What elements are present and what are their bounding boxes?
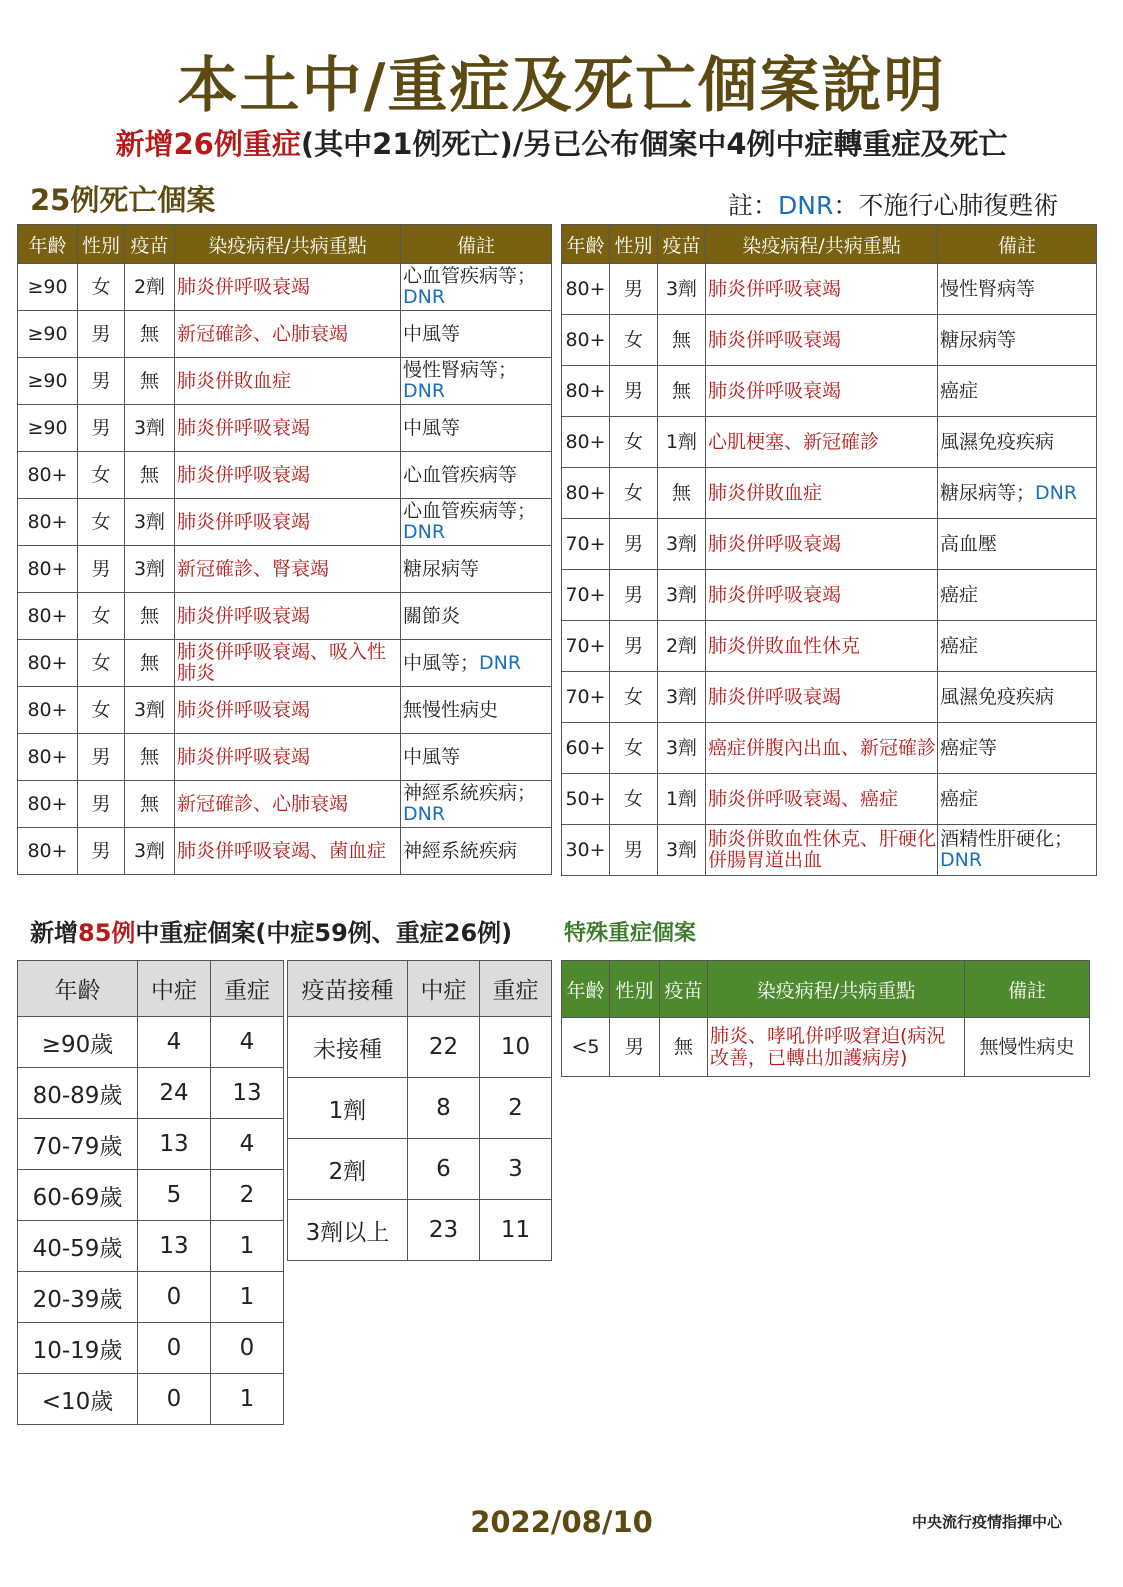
course-cell: 肺炎併呼吸衰竭: [706, 672, 938, 723]
age-cell: <5: [562, 1018, 610, 1077]
age-cell: 80+: [562, 264, 610, 315]
column-header: 中症: [138, 961, 211, 1017]
remark-text: 酒精性肝硬化；: [940, 828, 1074, 850]
age-cell: 70+: [562, 519, 610, 570]
dnr-marker: DNR: [403, 380, 446, 402]
age-row: [18, 1374, 284, 1425]
dnr-marker: DNR: [479, 651, 522, 674]
column-header: 疫苗: [660, 961, 708, 1018]
group-cell: 20-39歲: [18, 1272, 138, 1323]
remark-text: 癌症: [940, 634, 979, 657]
remark-cell: [938, 570, 1097, 621]
moderate-count-cell: 24: [138, 1068, 211, 1119]
severe-count-cell: 1: [211, 1272, 284, 1323]
severe-count-cell: 11: [480, 1200, 552, 1261]
dnr-marker: DNR: [403, 521, 446, 543]
death-case-row: [562, 417, 1097, 468]
remark-cell: [938, 468, 1097, 519]
dnr-marker: DNR: [1035, 481, 1078, 504]
age-cell: ≥90: [18, 405, 78, 452]
remark-cell: [938, 672, 1097, 723]
course-cell: 肺炎、哮吼併呼吸窘迫(病況改善，已轉出加護病房): [708, 1018, 965, 1077]
remark-cell: [938, 519, 1097, 570]
column-header: 染疫病程/共病重點: [706, 225, 938, 264]
remark-cell: [401, 734, 552, 781]
remark-cell: [401, 499, 552, 546]
remark-cell: [401, 452, 552, 499]
age-cell: 70+: [562, 672, 610, 723]
vaccine-cell: 2劑: [125, 264, 175, 311]
course-cell: 肺炎併呼吸衰竭: [706, 366, 938, 417]
group-cell: 2劑: [288, 1139, 408, 1200]
age-summary-table: [17, 960, 284, 1425]
dnr-marker: DNR: [940, 849, 983, 871]
moderate-count-cell: 0: [138, 1323, 211, 1374]
column-header: 年齡: [562, 961, 610, 1018]
course-cell: 肺炎併呼吸衰竭: [175, 452, 401, 499]
remark-text: 癌症: [940, 583, 979, 606]
remark-text: 癌症等: [940, 736, 998, 759]
vaccine-cell: 無: [658, 366, 706, 417]
vaccine-cell: 無: [125, 640, 175, 687]
vaccine-row: [288, 1017, 552, 1078]
course-cell: 肺炎併呼吸衰竭: [706, 519, 938, 570]
age-cell: 60+: [562, 723, 610, 774]
course-cell: 新冠確診、心肺衰竭: [175, 311, 401, 358]
course-cell: 肺炎併呼吸衰竭: [706, 570, 938, 621]
remark-cell: [938, 417, 1097, 468]
age-cell: 80+: [18, 546, 78, 593]
age-cell: 80+: [18, 781, 78, 828]
remark-cell: [401, 405, 552, 452]
column-header: 重症: [211, 961, 284, 1017]
course-cell: 肺炎併敗血性休克: [706, 621, 938, 672]
course-cell: 肺炎併敗血性休克、肝硬化併腸胃道出血: [706, 825, 938, 876]
sex-cell: 女: [78, 499, 125, 546]
column-header: 性別: [78, 225, 125, 264]
age-row: [18, 1017, 284, 1068]
sex-cell: 男: [610, 570, 658, 621]
sex-cell: 男: [78, 828, 125, 875]
group-cell: 3劑以上: [288, 1200, 408, 1261]
remark-text: 癌症: [940, 787, 979, 810]
age-cell: 80+: [18, 593, 78, 640]
vaccine-row: [288, 1078, 552, 1139]
sex-cell: 男: [610, 825, 658, 876]
age-cell: 80+: [18, 452, 78, 499]
column-header: 中症: [408, 961, 480, 1017]
course-cell: 肺炎併敗血症: [706, 468, 938, 519]
age-cell: 80+: [18, 687, 78, 734]
sex-cell: 女: [610, 468, 658, 519]
sex-cell: 女: [610, 417, 658, 468]
death-case-row: [562, 774, 1097, 825]
group-cell: ≥90歲: [18, 1017, 138, 1068]
remark-cell: [401, 546, 552, 593]
severe-count-cell: 4: [211, 1017, 284, 1068]
vaccine-cell: 3劑: [125, 499, 175, 546]
remark-cell: 無慢性病史: [965, 1018, 1090, 1077]
vaccine-cell: 2劑: [658, 621, 706, 672]
special-case-table: [561, 960, 1090, 1077]
deaths-heading: 25例死亡個案: [30, 183, 216, 217]
vaccine-cell: 1劑: [658, 774, 706, 825]
age-row: [18, 1170, 284, 1221]
vaccine-cell: 3劑: [658, 570, 706, 621]
course-cell: 肺炎併呼吸衰竭: [706, 315, 938, 366]
sex-cell: 女: [610, 315, 658, 366]
note-text: ：不施行心肺復甦術: [833, 191, 1059, 220]
remark-cell: [401, 781, 552, 828]
age-row: [18, 1119, 284, 1170]
death-case-row: [562, 468, 1097, 519]
vaccine-cell: 無: [125, 311, 175, 358]
deaths-table-right: [561, 224, 1097, 876]
course-cell: 肺炎併呼吸衰竭、癌症: [706, 774, 938, 825]
moderate-count-cell: 6: [408, 1139, 480, 1200]
note-dnr: DNR: [778, 191, 834, 220]
sex-cell: 男: [610, 519, 658, 570]
group-cell: 10-19歲: [18, 1323, 138, 1374]
death-case-row: [562, 570, 1097, 621]
sex-cell: 男: [78, 405, 125, 452]
special-case-row: [562, 1018, 1090, 1077]
subtitle-text: (其中21例死亡)/另已公布個案中4例中症轉重症及死亡: [300, 127, 1008, 161]
course-cell: 肺炎併呼吸衰竭: [175, 499, 401, 546]
death-case-row: [18, 734, 552, 781]
severe-count-cell: 3: [480, 1139, 552, 1200]
course-cell: 癌症併腹內出血、新冠確診: [706, 723, 938, 774]
column-header: 疫苗: [658, 225, 706, 264]
remark-text: 神經系統疾病；: [403, 782, 537, 804]
remark-text: 中風等: [403, 322, 461, 345]
vaccine-cell: 3劑: [658, 264, 706, 315]
vaccine-cell: 3劑: [658, 672, 706, 723]
age-cell: 80+: [18, 828, 78, 875]
death-case-row: [18, 546, 552, 593]
age-row: [18, 1272, 284, 1323]
sex-cell: 男: [78, 311, 125, 358]
vaccine-row: [288, 1139, 552, 1200]
remark-text: 糖尿病等；: [940, 481, 1036, 504]
sex-cell: 女: [78, 593, 125, 640]
sex-cell: 男: [610, 264, 658, 315]
dnr-note: [728, 186, 1058, 222]
remark-text: 心血管疾病等；: [403, 265, 537, 287]
group-cell: 未接種: [288, 1017, 408, 1078]
course-cell: 肺炎併呼吸衰竭: [175, 734, 401, 781]
moderate-count-cell: 5: [138, 1170, 211, 1221]
severe-count-cell: 2: [211, 1170, 284, 1221]
sex-cell: 女: [610, 723, 658, 774]
course-cell: 肺炎併敗血症: [175, 358, 401, 405]
age-cell: 80+: [562, 315, 610, 366]
age-cell: 80+: [562, 366, 610, 417]
death-case-row: [562, 519, 1097, 570]
remark-text: 慢性腎病等；: [403, 359, 518, 381]
sex-cell: 女: [78, 264, 125, 311]
death-case-row: [562, 264, 1097, 315]
age-cell: ≥90: [18, 358, 78, 405]
vaccine-cell: 無: [125, 593, 175, 640]
vaccine-summary-table: [287, 960, 552, 1261]
remark-cell: [938, 366, 1097, 417]
column-header: 染疫病程/共病重點: [708, 961, 965, 1018]
remark-cell: [401, 264, 552, 311]
vaccine-cell: 無: [125, 358, 175, 405]
course-cell: 肺炎併呼吸衰竭: [175, 264, 401, 311]
age-header-row: [18, 961, 284, 1017]
column-header: 疫苗: [125, 225, 175, 264]
remark-text: 神經系統疾病: [403, 839, 518, 862]
death-case-row: [562, 723, 1097, 774]
course-cell: 心肌梗塞、新冠確診: [706, 417, 938, 468]
moderate-count-cell: 22: [408, 1017, 480, 1078]
remark-cell: [401, 358, 552, 405]
group-cell: 60-69歲: [18, 1170, 138, 1221]
vaccine-cell: 無: [125, 781, 175, 828]
remark-text: 關節炎: [403, 604, 461, 627]
death-case-row: [18, 640, 552, 687]
age-row: [18, 1323, 284, 1374]
remark-text: 風濕免疫疾病: [940, 685, 1055, 708]
note-prefix: 註：: [728, 191, 779, 220]
remark-cell: [938, 825, 1097, 876]
remark-cell: [938, 264, 1097, 315]
remark-text: 中風等；: [403, 651, 480, 674]
sex-cell: 女: [610, 672, 658, 723]
death-case-row: [18, 452, 552, 499]
remark-text: 中風等: [403, 745, 461, 768]
remark-text: 高血壓: [940, 532, 998, 555]
remark-cell: [938, 621, 1097, 672]
age-cell: 80+: [562, 468, 610, 519]
course-cell: 肺炎併呼吸衰竭、菌血症: [175, 828, 401, 875]
death-case-row: [562, 825, 1097, 876]
death-case-row: [562, 315, 1097, 366]
age-cell: 30+: [562, 825, 610, 876]
course-cell: 肺炎併呼吸衰竭: [175, 593, 401, 640]
deaths-table-left: [17, 224, 552, 875]
column-header: 性別: [610, 225, 658, 264]
vaccine-cell: 無: [125, 734, 175, 781]
column-header: 染疫病程/共病重點: [175, 225, 401, 264]
sex-cell: 男: [610, 366, 658, 417]
vaccine-cell: 3劑: [125, 546, 175, 593]
vaccine-header-row: [288, 961, 552, 1017]
vaccine-cell: 無: [125, 452, 175, 499]
severe-count-cell: 10: [480, 1017, 552, 1078]
remark-text: 糖尿病等: [403, 557, 480, 580]
death-case-row: [18, 828, 552, 875]
age-cell: ≥90: [18, 264, 78, 311]
summary-heading-prefix: 新增: [30, 919, 78, 947]
column-header: 年齡: [562, 225, 610, 264]
remark-text: 無慢性病史: [403, 698, 499, 721]
summary-heading: [30, 913, 512, 948]
column-header: 備註: [401, 225, 552, 264]
course-cell: 肺炎併呼吸衰竭: [175, 405, 401, 452]
death-case-row: [18, 311, 552, 358]
severe-count-cell: 2: [480, 1078, 552, 1139]
deaths-left-header-row: [18, 225, 552, 264]
age-cell: 80+: [562, 417, 610, 468]
severe-count-cell: 4: [211, 1119, 284, 1170]
severe-count-cell: 0: [211, 1323, 284, 1374]
sex-cell: 男: [78, 781, 125, 828]
death-case-row: [562, 621, 1097, 672]
vaccine-cell: 3劑: [658, 519, 706, 570]
column-header: 年齡: [18, 225, 78, 264]
remark-cell: [401, 828, 552, 875]
page-subtitle: [0, 122, 1123, 163]
vaccine-cell: 3劑: [658, 723, 706, 774]
vaccine-cell: 無: [660, 1018, 708, 1077]
dnr-marker: DNR: [403, 286, 446, 308]
age-row: [18, 1221, 284, 1272]
sex-cell: 男: [78, 734, 125, 781]
course-cell: 肺炎併呼吸衰竭: [175, 687, 401, 734]
age-cell: 70+: [562, 621, 610, 672]
moderate-count-cell: 8: [408, 1078, 480, 1139]
group-cell: 40-59歲: [18, 1221, 138, 1272]
moderate-count-cell: 4: [138, 1017, 211, 1068]
age-cell: 50+: [562, 774, 610, 825]
special-header-row: [562, 961, 1090, 1018]
remark-text: 中風等: [403, 416, 461, 439]
severe-count-cell: 1: [211, 1374, 284, 1425]
column-header: 重症: [480, 961, 552, 1017]
report-date: 2022/08/10: [470, 1505, 653, 1539]
remark-text: 癌症: [940, 379, 979, 402]
sex-cell: 女: [78, 640, 125, 687]
moderate-count-cell: 13: [138, 1221, 211, 1272]
group-cell: 80-89歲: [18, 1068, 138, 1119]
remark-cell: [401, 311, 552, 358]
sex-cell: 男: [610, 621, 658, 672]
severe-count-cell: 1: [211, 1221, 284, 1272]
remark-text: 風濕免疫疾病: [940, 430, 1055, 453]
remark-cell: [938, 315, 1097, 366]
page-title: 本土中/重症及死亡個案說明: [177, 51, 946, 121]
dnr-marker: DNR: [403, 803, 446, 825]
remark-cell: [401, 640, 552, 687]
sex-cell: 男: [610, 1018, 660, 1077]
death-case-row: [562, 366, 1097, 417]
moderate-count-cell: 0: [138, 1272, 211, 1323]
death-case-row: [18, 405, 552, 452]
column-header: 性別: [610, 961, 660, 1018]
summary-heading-count: 85例: [78, 919, 136, 947]
vaccine-cell: 無: [658, 468, 706, 519]
group-cell: 70-79歲: [18, 1119, 138, 1170]
moderate-count-cell: 0: [138, 1374, 211, 1425]
summary-heading-text: 中重症個案(中症59例、重症26例): [135, 919, 513, 947]
remark-text: 心血管疾病等: [403, 463, 518, 486]
death-case-row: [18, 358, 552, 405]
death-case-row: [18, 593, 552, 640]
death-case-row: [18, 264, 552, 311]
age-cell: ≥90: [18, 311, 78, 358]
vaccine-cell: 3劑: [125, 687, 175, 734]
course-cell: 新冠確診、心肺衰竭: [175, 781, 401, 828]
vaccine-cell: 無: [658, 315, 706, 366]
deaths-right-header-row: [562, 225, 1097, 264]
death-case-row: [562, 672, 1097, 723]
course-cell: 肺炎併呼吸衰竭、吸入性肺炎: [175, 640, 401, 687]
course-cell: 新冠確診、腎衰竭: [175, 546, 401, 593]
remark-text: 糖尿病等: [940, 328, 1017, 351]
organization-name: 中央流行疫情指揮中心: [912, 1513, 1063, 1531]
special-case-heading: 特殊重症個案: [564, 921, 697, 946]
death-case-row: [18, 499, 552, 546]
vaccine-cell: 3劑: [125, 828, 175, 875]
vaccine-cell: 1劑: [658, 417, 706, 468]
death-case-row: [18, 781, 552, 828]
vaccine-cell: 3劑: [658, 825, 706, 876]
column-header: 疫苗接種: [288, 961, 408, 1017]
death-case-row: [18, 687, 552, 734]
sex-cell: 女: [78, 452, 125, 499]
vaccine-cell: 3劑: [125, 405, 175, 452]
remark-cell: [938, 774, 1097, 825]
sex-cell: 女: [610, 774, 658, 825]
age-cell: 80+: [18, 640, 78, 687]
column-header: 備註: [938, 225, 1097, 264]
severe-count-cell: 13: [211, 1068, 284, 1119]
age-cell: 80+: [18, 734, 78, 781]
sex-cell: 男: [78, 546, 125, 593]
moderate-count-cell: 13: [138, 1119, 211, 1170]
sex-cell: 女: [78, 687, 125, 734]
remark-text: 心血管疾病等；: [403, 500, 537, 522]
column-header: 備註: [965, 961, 1090, 1018]
remark-cell: [938, 723, 1097, 774]
age-cell: 80+: [18, 499, 78, 546]
remark-text: 慢性腎病等: [940, 277, 1036, 300]
remark-cell: [401, 687, 552, 734]
remark-cell: [401, 593, 552, 640]
subtitle-highlight: 新增26例重症: [115, 127, 301, 161]
vaccine-row: [288, 1200, 552, 1261]
group-cell: 1劑: [288, 1078, 408, 1139]
column-header: 年齡: [18, 961, 138, 1017]
moderate-count-cell: 23: [408, 1200, 480, 1261]
group-cell: <10歲: [18, 1374, 138, 1425]
age-cell: 70+: [562, 570, 610, 621]
course-cell: 肺炎併呼吸衰竭: [706, 264, 938, 315]
sex-cell: 男: [78, 358, 125, 405]
age-row: [18, 1068, 284, 1119]
